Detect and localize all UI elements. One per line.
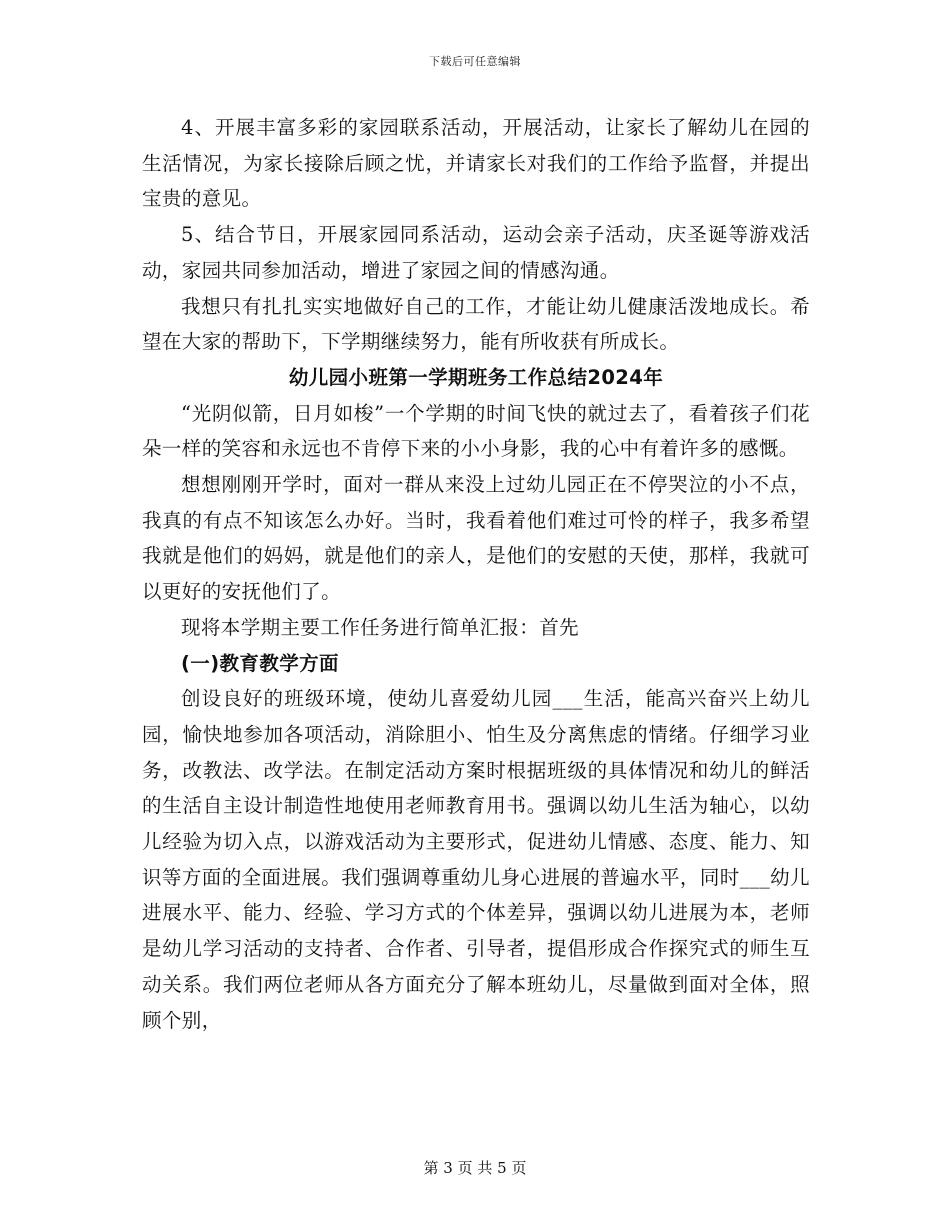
paragraph-report-lead: 现将本学期主要工作任务进行简单汇报：首先 bbox=[181, 615, 580, 639]
header-note: 下载后可任意编辑 bbox=[429, 55, 521, 68]
section-heading: (一)教育教学方面 bbox=[181, 651, 339, 675]
document-title: 幼儿园小班第一学期班务工作总结2024年 bbox=[288, 365, 664, 389]
paragraph-recollection: 想想刚刚开学时，面对一群从来没上过幼儿园正在不停哭泣的小不点，我真的有点不知该怎么办好。当时，我看着他们难过可怜的样子，我多希望我就是他们的妈妈，就是他们的亲人，是他们的安慰的天使，那样，我就可以更好的安抚他们了。 bbox=[142, 473, 810, 604]
paragraph-closing: 我想只有扎扎实实地做好自己的工作，才能让幼儿健康活泼地成长。希望在大家的帮助下，下学期继续努力，能有所收获有所成长。 bbox=[142, 294, 810, 354]
page-number: 第 3 页 共 5 页 bbox=[423, 1159, 527, 1177]
paragraph-item-5: 5、结合节日，开展家园同系活动，运动会亲子活动，庆圣诞等游戏活动，家园共同参加活动，增进了家园之间的情感沟通。 bbox=[142, 223, 810, 282]
document-body bbox=[142, 110, 810, 1038]
paragraph-intro: “光阴似箭，日月如梭”一个学期的时间飞快的就过去了，看着孩子们花朵一样的笑容和永远也不肯停下来的小小身影，我的心中有着许多的感慨。 bbox=[142, 401, 810, 461]
paragraph-item-4: 4、开展丰富多彩的家园联系活动，开展活动，让家长了解幼儿在园的生活情况，为家长接除后顾之忧，并请家长对我们的工作给予监督，并提出宝贵的意见。 bbox=[142, 116, 810, 211]
paragraph-teaching: 创设良好的班级环境，使幼儿喜爱幼儿园___生活，能高兴奋兴上幼儿园，愉快地参加各项活动，消除胆小、怕生及分离焦虑的情绪。仔细学习业务，改教法、改学法。在制定活动方案时根据班级的具体情况和幼儿的鲜活的生活自主设计制造性地使用老师教育用书。强调以幼儿生活为轴心，以幼儿经验为切入点，以游戏活动为主要形式，促进幼儿情感、态度、能力、知识等方面的全面进展。我们强调尊重幼儿身心进展的普遍水平，同时___幼儿进展水平、能力、经验、学习方式的个体差异，强调以幼儿进展为本，老师是幼儿学习活动的支持者、合作者、引导者，提倡形成合作探究式的师生互动关系。我们两位老师从各方面充分了解本班幼儿，尽量做到面对全体，照顾个别， bbox=[142, 687, 810, 1032]
